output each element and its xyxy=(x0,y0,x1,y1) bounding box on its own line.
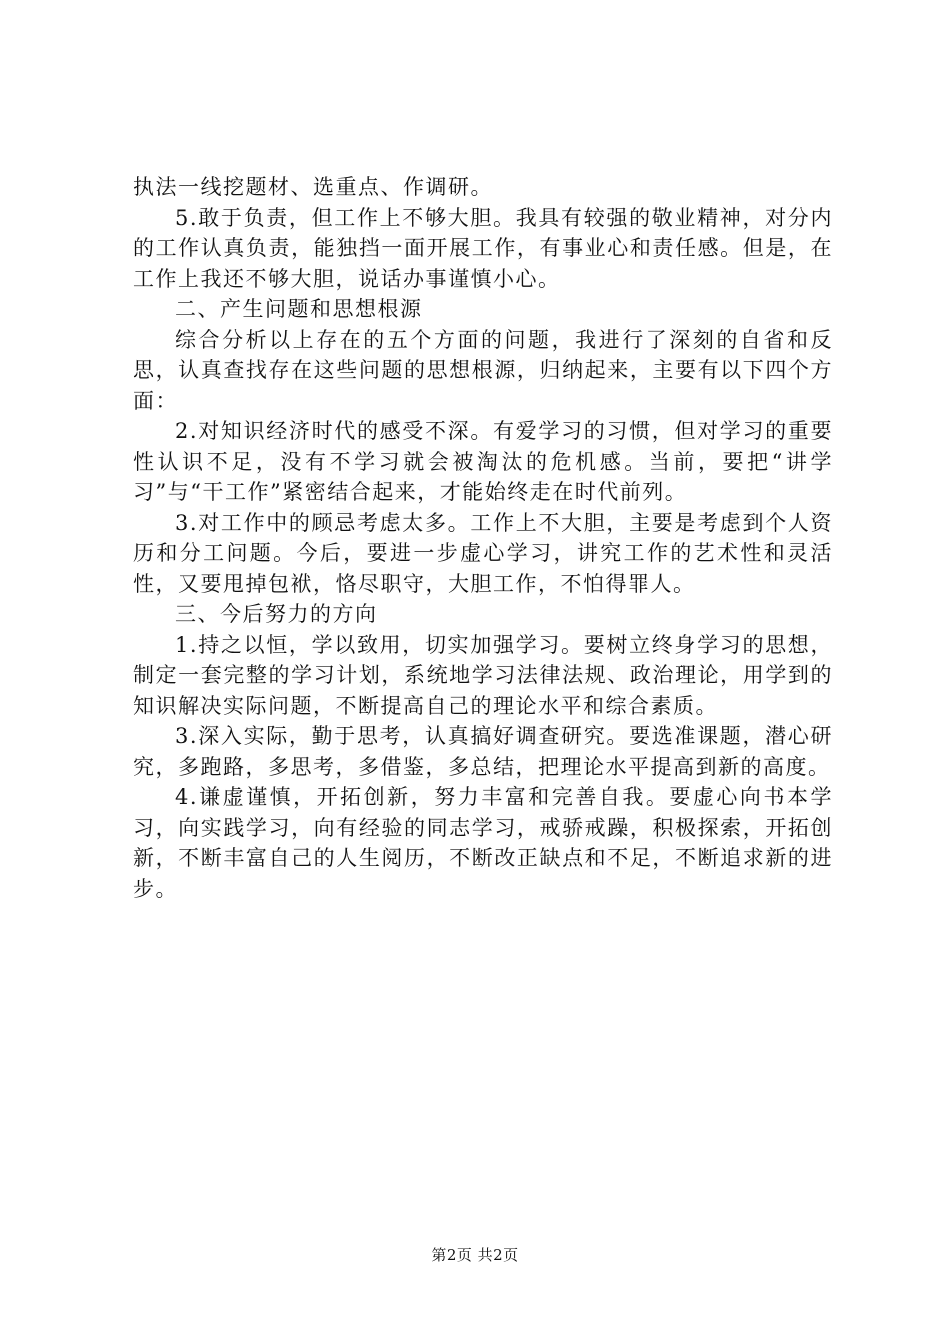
section-heading-2: 二、产生问题和思想根源 xyxy=(175,297,423,321)
paragraph-root-cause-2: 2.对知识经济时代的感受不深。有爱学习的习惯，但对学习的重要性认识不足，没有不学习就会被淘汰的危机感。当前，要把“讲学习”与“干工作”紧密结合起来，才能始终走在时代前列。 xyxy=(133,419,833,504)
paragraph-continuation: 执法一线挖题材、选重点、作调研。 xyxy=(133,175,493,199)
section-heading-3: 三、今后努力的方向 xyxy=(175,602,378,626)
document-body xyxy=(133,172,833,904)
paragraph-summary: 综合分析以上存在的五个方面的问题，我进行了深刻的自省和反思，认真查找存在这些问题的思想根源，归纳起来，主要有以下四个方面： xyxy=(133,327,833,413)
paragraph-direction-4: 4.谦虚谨慎，开拓创新，努力丰富和完善自我。要虚心向书本学习，向实践学习，向有经验的同志学习，戒骄戒躁，积极探索，开拓创新，不断丰富自己的人生阅历，不断改正缺点和不足，不断追求新的进步。 xyxy=(133,785,833,901)
page-number-footer: 第2页 共2页 xyxy=(431,1246,519,1264)
paragraph-direction-3: 3.深入实际，勤于思考，认真搞好调查研究。要选准课题，潜心研究，多跑路，多思考，多借鉴，多总结，把理论水平提高到新的高度。 xyxy=(133,724,833,779)
paragraph-direction-1: 1.持之以恒，学以致用，切实加强学习。要树立终身学习的思想，制定一套完整的学习计划，系统地学习法律法规、政治理论，用学到的知识解决实际问题，不断提高自己的理论水平和综合素质。 xyxy=(133,632,833,718)
paragraph-root-cause-3: 3.对工作中的顾忌考虑太多。工作上不大胆，主要是考虑到个人资历和分工问题。今后，要进一步虚心学习，讲究工作的艺术性和灵活性，又要甩掉包袱，恪尽职守，大胆工作，不怕得罪人。 xyxy=(133,510,833,596)
paragraph-item-5: 5.敢于负责，但工作上不够大胆。我具有较强的敬业精神，对分内的工作认真负责，能独挡一面开展工作，有事业心和责任感。但是，在工作上我还不够大胆，说话办事谨慎小心。 xyxy=(133,205,833,291)
